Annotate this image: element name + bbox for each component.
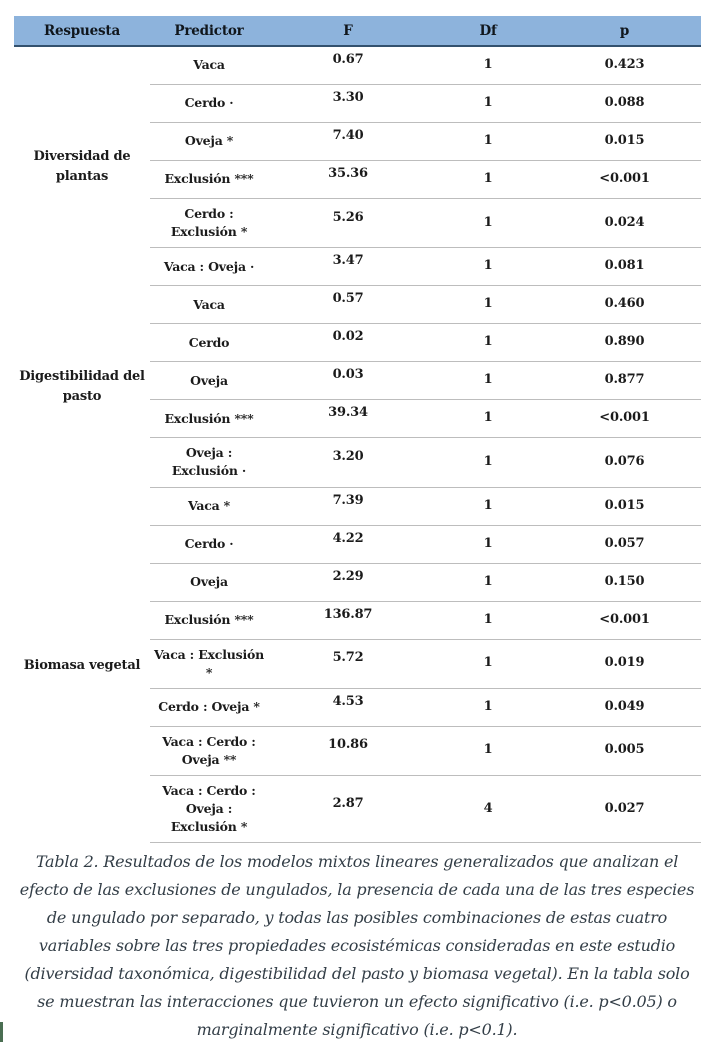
predictor-cell: Vaca : Cerdo : Oveja ** [162,733,256,767]
df-value-cell: 1 [483,410,493,426]
predictor-cell: Vaca [193,296,225,312]
p-value-cell: <0.001 [599,611,650,627]
f-value-cell: 0.02 [332,329,364,345]
predictor-cell: Exclusión *** [164,611,254,627]
f-value-cell: 0.57 [332,291,364,307]
response-group-label: Biomasa vegetal [23,657,141,673]
predictor-cell: Cerdo · [184,535,234,551]
predictor-cell: Oveja : Exclusión · [171,445,247,479]
p-value-cell: 0.027 [604,800,645,816]
predictor-cell: Oveja [190,372,228,388]
predictor-cell: Exclusión *** [164,410,254,426]
predictor-cell: Oveja * [184,133,234,149]
f-value-cell: 5.72 [332,650,364,666]
f-value-cell: 39.34 [328,405,368,421]
f-value-cell: 2.87 [332,795,364,811]
predictor-cell: Cerdo : Exclusión * [170,206,248,240]
column-header-p: p [619,22,630,39]
df-value-cell: 1 [483,133,493,149]
table-body [14,47,701,843]
df-value-cell: 1 [483,334,493,350]
p-value-cell: 0.890 [604,334,645,350]
table-row [150,199,701,248]
table-row [150,362,701,400]
f-value-cell: 0.67 [332,52,364,68]
table-row [150,689,701,727]
df-value-cell: 1 [483,535,493,551]
f-value-cell: 3.47 [332,253,364,269]
p-value-cell: 0.024 [604,214,645,230]
column-header-df: Df [479,22,497,39]
df-value-cell: 1 [483,453,493,469]
predictor-cell: Vaca [193,57,225,73]
df-value-cell: 1 [483,698,493,714]
p-value-cell: 0.015 [604,133,645,149]
f-value-cell: 7.39 [332,492,364,508]
f-value-cell: 3.30 [332,90,364,106]
f-value-cell: 2.29 [332,568,364,584]
df-value-cell: 1 [483,372,493,388]
df-value-cell: 1 [483,171,493,187]
table-row [150,488,701,526]
f-value-cell: 4.53 [332,693,364,709]
df-value-cell: 4 [483,800,493,816]
table-row [150,526,701,564]
table-row [150,727,701,776]
response-group [14,286,701,487]
predictor-cell: Vaca * [187,497,231,513]
response-group-rows [150,47,701,286]
p-value-cell: 0.088 [604,95,645,111]
predictor-cell: Oveja [190,573,228,589]
predictor-cell: Vaca : Cerdo : Oveja : Exclusión * [162,783,256,835]
column-header-predictor: Predictor [174,22,244,39]
p-value-cell: 0.057 [604,535,645,551]
p-value-cell: 0.423 [604,57,645,73]
p-value-cell: 0.019 [604,655,645,671]
f-value-cell: 7.40 [332,128,364,144]
df-value-cell: 1 [483,573,493,589]
f-value-cell: 0.03 [332,367,364,383]
table-row [150,400,701,438]
p-value-cell: 0.076 [604,453,645,469]
table-row [150,123,701,161]
df-value-cell: 1 [483,214,493,230]
predictor-cell: Cerdo · [184,95,234,111]
p-value-cell: <0.001 [599,410,650,426]
p-value-cell: 0.877 [604,372,645,388]
df-value-cell: 1 [483,57,493,73]
predictor-cell: Exclusión *** [164,171,254,187]
table-row [150,85,701,123]
df-value-cell: 1 [483,95,493,111]
response-group [14,47,701,286]
df-value-cell: 1 [483,611,493,627]
f-value-cell: 5.26 [332,209,364,225]
table-row [150,286,701,324]
df-value-cell: 1 [483,497,493,513]
table-row [150,47,701,85]
table-row [150,161,701,199]
f-value-cell: 136.87 [323,606,373,622]
df-value-cell: 1 [483,742,493,758]
p-value-cell: 0.081 [604,258,645,274]
p-value-cell: 0.005 [604,742,645,758]
p-value-cell: 0.150 [604,573,645,589]
predictor-cell: Vaca : Oveja · [163,258,255,274]
results-table [14,16,701,843]
p-value-cell: 0.015 [604,497,645,513]
f-value-cell: 3.20 [332,448,364,464]
response-group-label: Digestibilidad del pasto [19,369,145,404]
table-row [150,564,701,602]
column-header-respuesta: Respuesta [43,22,121,39]
cutoff-element-edge [0,1022,3,1042]
p-value-cell: 0.460 [604,296,645,312]
predictor-cell: Cerdo : Oveja * [158,699,260,715]
df-value-cell: 1 [483,258,493,274]
response-group-rows [150,286,701,487]
response-group-rows [150,488,701,844]
table-row [150,640,701,689]
df-value-cell: 1 [483,655,493,671]
df-value-cell: 1 [483,296,493,312]
f-value-cell: 4.22 [332,530,364,546]
table-row [150,438,701,487]
table-caption: Tabla 2. Resultados de los modelos mixtos lineares generalizados que analizan el efecto de las exclusiones de ungulados, la presencia de cada una de las tres especies de ungulado por separado, y todas las posibles combinaciones de estas cuatro variables sobre las tres propiedades ecosistémicas consideradas en este estudio (diversidad taxonómica, digestibilidad del pasto y biomasa vegetal). En la tabla solo se muestran las interacciones que tuvieron un efecto significativo (i.e. p<0.05) o marginalmente significativo (i.e. p<0.1). [19,852,695,1039]
f-value-cell: 10.86 [328,737,368,753]
predictor-cell: Cerdo [188,334,230,350]
p-value-cell: 0.049 [604,698,645,714]
table-header-row [14,16,701,47]
p-value-cell: <0.001 [599,171,650,187]
table-row [150,602,701,640]
column-header-f: F [343,22,353,39]
predictor-cell: Vaca : Exclusión * [153,646,265,680]
table-row [150,248,701,286]
f-value-cell: 35.36 [328,166,368,182]
table-row [150,324,701,362]
response-group [14,488,701,844]
table-row [150,776,701,843]
response-group-label: Diversidad de plantas [33,149,131,184]
